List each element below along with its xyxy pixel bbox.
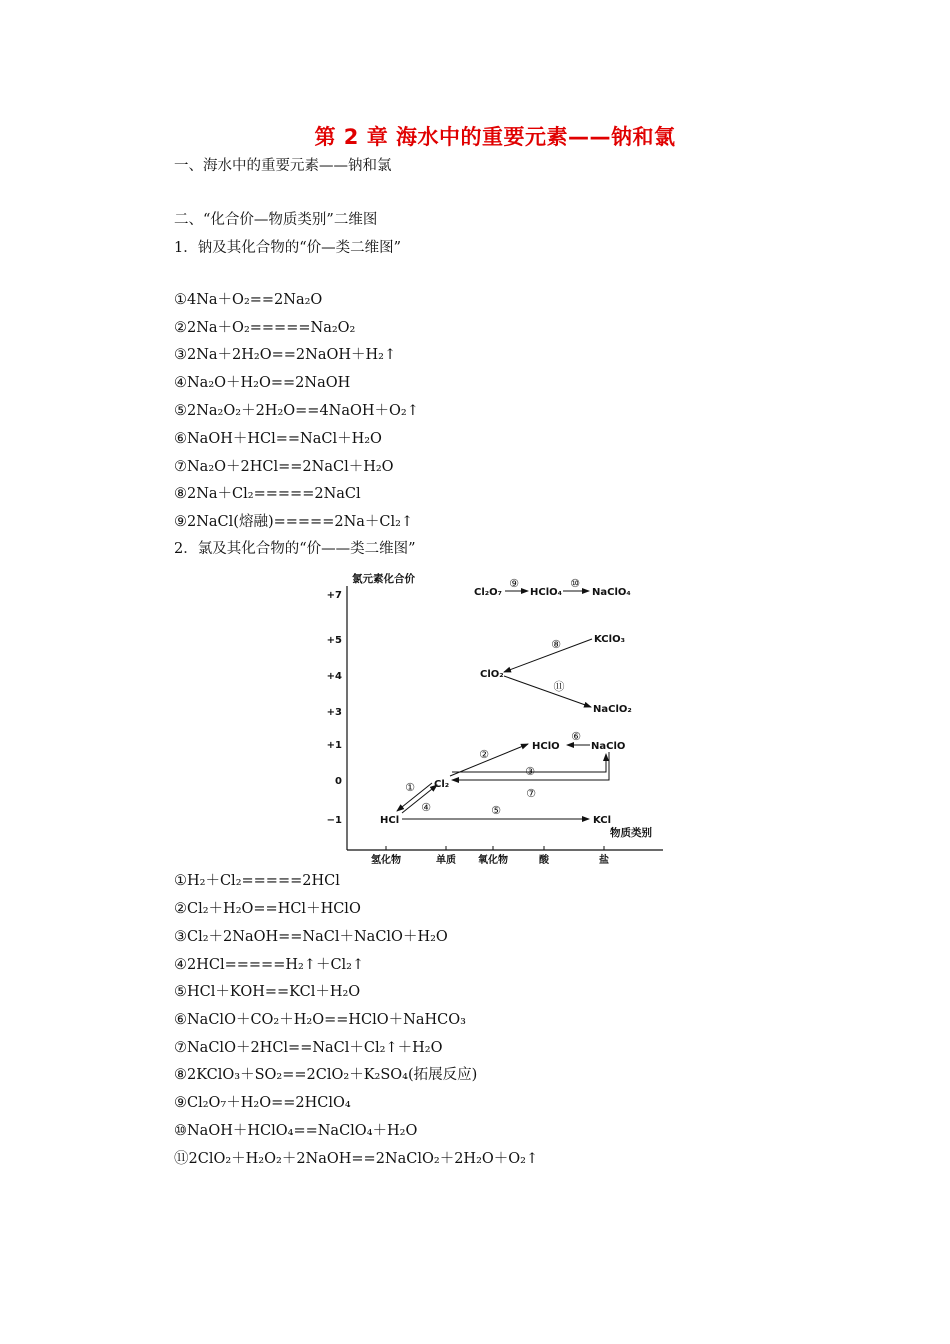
arrow-2 — [450, 744, 528, 776]
arrow-label: ② — [479, 748, 489, 761]
arrow-label: ⑩ — [570, 577, 580, 590]
arrow-label: ⑪ — [553, 680, 565, 693]
x-category-label: 氧化物 — [478, 855, 508, 866]
section-heading-2: 二、“化合价—物质类别”二维图 — [174, 212, 378, 228]
arrow-label: ④ — [421, 801, 431, 814]
y-tick-label: +1 — [326, 740, 342, 751]
species-NaClO4: NaClO₄ — [592, 587, 631, 598]
arrow-label: ③ — [525, 765, 535, 778]
subsection-chlorine: 2．氯及其化合物的“价——类二维图” — [174, 541, 416, 557]
arrow-label: ⑥ — [571, 730, 581, 743]
x-category-label: 酸 — [539, 855, 549, 866]
sodium-reaction: ⑥NaOH＋HCl==NaCl＋H₂O — [174, 431, 382, 447]
species-NaClO: NaClO — [591, 741, 626, 752]
chlorine-reaction: ②Cl₂＋H₂O==HCl＋HClO — [174, 901, 361, 917]
sodium-reaction: ②2Na＋O₂=====Na₂O₂ — [174, 320, 356, 336]
arrow-label: ⑦ — [526, 787, 536, 800]
chlorine-reaction: ①H₂＋Cl₂=====2HCl — [174, 873, 340, 889]
species-Cl2O7: Cl₂O₇ — [474, 587, 503, 598]
sodium-reaction: ①4Na＋O₂==2Na₂O — [174, 292, 323, 308]
subsection-sodium: 1．钠及其化合物的“价—类二维图” — [174, 240, 402, 256]
y-tick-label: 0 — [335, 776, 342, 787]
sodium-reaction: ③2Na＋2H₂O==2NaOH＋H₂↑ — [174, 347, 397, 363]
chlorine-reaction: ⑤HCl＋KOH==KCl＋H₂O — [174, 984, 361, 1000]
chlorine-reaction: ⑩NaOH＋HClO₄==NaClO₄＋H₂O — [174, 1123, 418, 1139]
y-tick-label: −1 — [326, 815, 342, 826]
section-heading-1: 一、海水中的重要元素——钠和氯 — [174, 158, 392, 174]
chlorine-reaction: ⑨Cl₂O₇＋H₂O==2HClO₄ — [174, 1095, 351, 1111]
chlorine-reaction: ⑦NaClO＋2HCl==NaCl＋Cl₂↑＋H₂O — [174, 1040, 443, 1056]
species-KCl: KCl — [593, 815, 612, 826]
x-category-label: 氢化物 — [371, 855, 401, 866]
chlorine-reaction: ④2HCl=====H₂↑＋Cl₂↑ — [174, 957, 365, 973]
chlorine-reaction: ⑪2ClO₂＋H₂O₂＋2NaOH==2NaClO₂＋2H₂O＋O₂↑ — [174, 1151, 539, 1167]
arrow-8 — [504, 639, 592, 672]
page-title: 第 2 章 海水中的重要元素——钠和氯 — [314, 125, 676, 149]
chlorine-reaction: ⑧2KClO₃＋SO₂==2ClO₂＋K₂SO₄(拓展反应) — [174, 1067, 478, 1083]
species-HClO4: HClO₄ — [530, 587, 563, 598]
sodium-reaction: ⑤2Na₂O₂＋2H₂O==4NaOH＋O₂↑ — [174, 403, 419, 419]
species-NaClO2: NaClO₂ — [593, 704, 632, 715]
species-Cl2: Cl₂ — [434, 779, 450, 790]
y-tick-label: +7 — [326, 590, 342, 601]
chlorine-reaction: ⑥NaClO＋CO₂＋H₂O==HClO＋NaHCO₃ — [174, 1012, 466, 1028]
y-tick-label: +3 — [326, 707, 342, 718]
y-tick-label: +4 — [326, 671, 342, 682]
x-axis-label: 物质类别 — [610, 827, 652, 839]
arrow-label: ⑧ — [551, 638, 561, 651]
x-category-label: 单质 — [436, 855, 456, 866]
chlorine-valence-class-diagram — [318, 568, 668, 868]
sodium-reaction: ⑧2Na＋Cl₂=====2NaCl — [174, 486, 361, 502]
arrow-11 — [504, 676, 591, 707]
species-HClO: HClO — [532, 741, 560, 752]
arrow-label: ⑨ — [509, 577, 519, 590]
sodium-reaction: ⑨2NaCl(熔融)=====2Na＋Cl₂↑ — [174, 514, 414, 530]
species-ClO2: ClO₂ — [480, 669, 504, 680]
sodium-reaction: ⑦Na₂O＋2HCl==2NaCl＋H₂O — [174, 459, 394, 475]
y-axis-label: 氯元素化合价 — [352, 573, 415, 585]
arrow-label: ① — [405, 781, 415, 794]
sodium-reaction: ④Na₂O＋H₂O==2NaOH — [174, 375, 351, 391]
arrow-label: ⑤ — [491, 804, 501, 817]
species-KClO3: KClO₃ — [594, 634, 625, 645]
chlorine-reaction: ③Cl₂＋2NaOH==NaCl＋NaClO＋H₂O — [174, 929, 448, 945]
y-tick-label: +5 — [326, 635, 342, 646]
species-HCl: HCl — [380, 815, 400, 826]
x-category-label: 盐 — [599, 855, 609, 866]
